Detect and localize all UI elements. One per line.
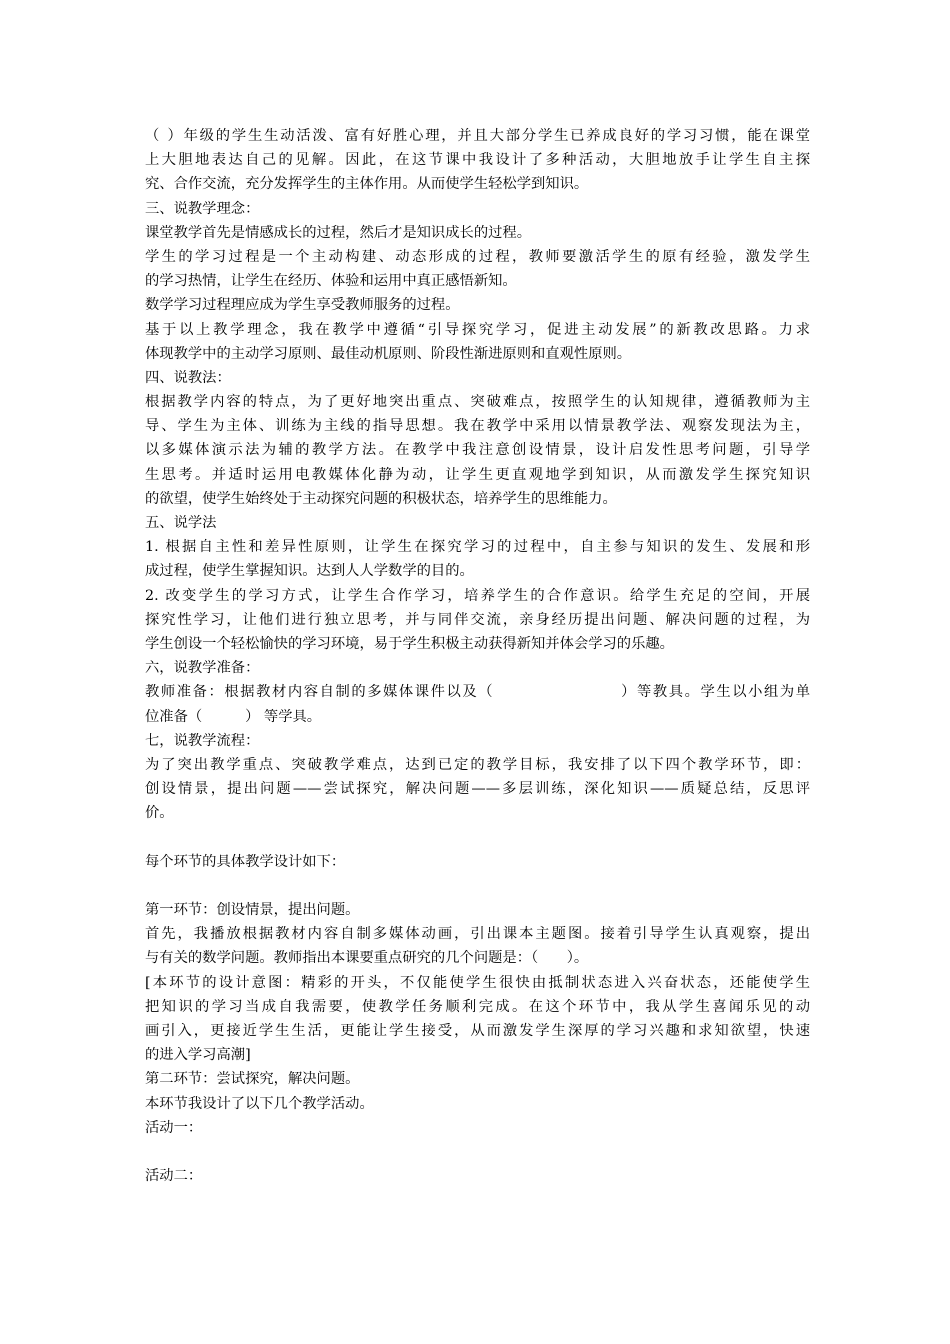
text-line: 每个环节的具体教学设计如下：	[145, 853, 346, 870]
document-page	[145, 124, 810, 1188]
text-line: 把知识的学习当成自我需要，使教学任务顺利完成。在这个环节中，我从学生喜闻乐见的动	[145, 998, 810, 1015]
text-line: 与有关的数学问题。教师指出本课要重点研究的几个问题是：（ ）。	[145, 950, 589, 967]
text-line: 学生的学习过程是一个主动构建、动态形成的过程，教师要激活学生的原有经验，激发学生	[145, 248, 810, 265]
text-line: 探究性学习，让他们进行独立思考，并与同伴交流，亲身经历提出问题、解决问题的过程，为	[145, 611, 810, 628]
blank-line	[145, 874, 810, 898]
text-line: 本环节我设计了以下几个教学活动。	[145, 1095, 374, 1112]
text-line: 根据教学内容的特点，为了更好地突出重点、突破难点，按照学生的认知规律，遵循教师为主	[145, 394, 810, 411]
text-line: 2. 改变学生的学习方式，让学生合作学习，培养学生的合作意识。给学生充足的空间，开展	[145, 587, 810, 604]
text-line: 七，说教学流程：	[145, 732, 260, 749]
text-line: 教师准备：根据教材内容自制的多媒体课件以及（ ）等教具。学生以小组为单	[145, 684, 810, 701]
text-line: 究、合作交流，充分发挥学生的主体作用。从而使学生轻松学到知识。	[145, 176, 589, 193]
text-line: 数学学习过程理应成为学生享受教师服务的过程。	[145, 297, 460, 314]
text-line: 成过程，使学生掌握知识。达到人人学数学的目的。	[145, 563, 474, 580]
text-line: 的欲望，使学生始终处于主动探究问题的积极状态，培养学生的思维能力。	[145, 490, 617, 507]
text-line: 为了突出教学重点、突破教学难点，达到已定的教学目标，我安排了以下四个教学环节，即：	[145, 756, 810, 773]
text-line: 画引入，更接近学生生活，更能让学生接受，从而激发学生深厚的学习兴趣和求知欲望，快速	[145, 1022, 810, 1039]
text-line: 位准备（ ） 等学具。	[145, 708, 322, 725]
text-line: 活动一：	[145, 1119, 203, 1136]
text-line: 第一环节：创设情景，提出问题。	[145, 902, 360, 918]
text-line: [本环节的设计意图：精彩的开头，不仅能使学生很快由抵制状态进入兴奋状态，还能使学生	[145, 974, 810, 991]
text-line: 的进入学习高潮]	[145, 1047, 251, 1064]
text-line: 课堂教学首先是情感成长的过程，然后才是知识成长的过程。	[145, 224, 532, 241]
text-line: 六，说教学准备：	[145, 660, 260, 677]
text-line: 生思考。并适时运用电教媒体化静为动，让学生更直观地学到知识，从而激发学生探究知识	[145, 466, 810, 483]
text-line: 三、说教学理念：	[145, 200, 260, 217]
text-line: 上大胆地表达自己的见解。因此，在这节课中我设计了多种活动，大胆地放手让学生自主探	[145, 152, 810, 169]
text-line: 活动二：	[145, 1168, 203, 1185]
text-line: 首先，我播放根据教材内容自制多媒体动画，引出课本主题图。接着引导学生认真观察，提出	[145, 926, 810, 943]
text-line: （ ）年级的学生生动活泼、富有好胜心理，并且大部分学生已养成良好的学习习惯，能在课堂	[145, 128, 810, 144]
text-line: 体现教学中的主动学习原则、最佳动机原则、阶段性渐进原则和直观性原则。	[145, 345, 632, 362]
blank-line	[145, 1140, 810, 1164]
text-line: 学生创设一个轻松愉快的学习环境，易于学生积极主动获得新知并体会学习的乐趣。	[145, 635, 674, 652]
blank-line	[145, 825, 810, 849]
text-line: 价。	[145, 805, 174, 822]
text-line: 五、说学法	[145, 515, 217, 531]
text-line: 四、说教法：	[145, 369, 231, 386]
text-line: 基于以上教学理念，我在教学中遵循“引导探究学习，促进主动发展”的新教改思路。力求	[145, 321, 810, 338]
text-line: 创设情景，提出问题——尝试探究，解决问题——多层训练，深化知识——质疑总结，反思评	[145, 781, 810, 798]
text-line: 的学习热情，让学生在经历、体验和运用中真正感悟新知。	[145, 273, 517, 290]
text-line: 以多媒体演示法为辅的教学方法。在教学中我注意创设情景，设计启发性思考问题，引导学	[145, 442, 810, 459]
text-line: 第二环节：尝试探究，解决问题。	[145, 1071, 360, 1088]
text-line: 1. 根据自主性和差异性原则，让学生在探究学习的过程中，自主参与知识的发生、发展和形	[145, 539, 810, 556]
text-line: 导、学生为主体、训练为主线的指导思想。我在教学中采用以情景教学法、观察发现法为主，	[145, 418, 810, 435]
